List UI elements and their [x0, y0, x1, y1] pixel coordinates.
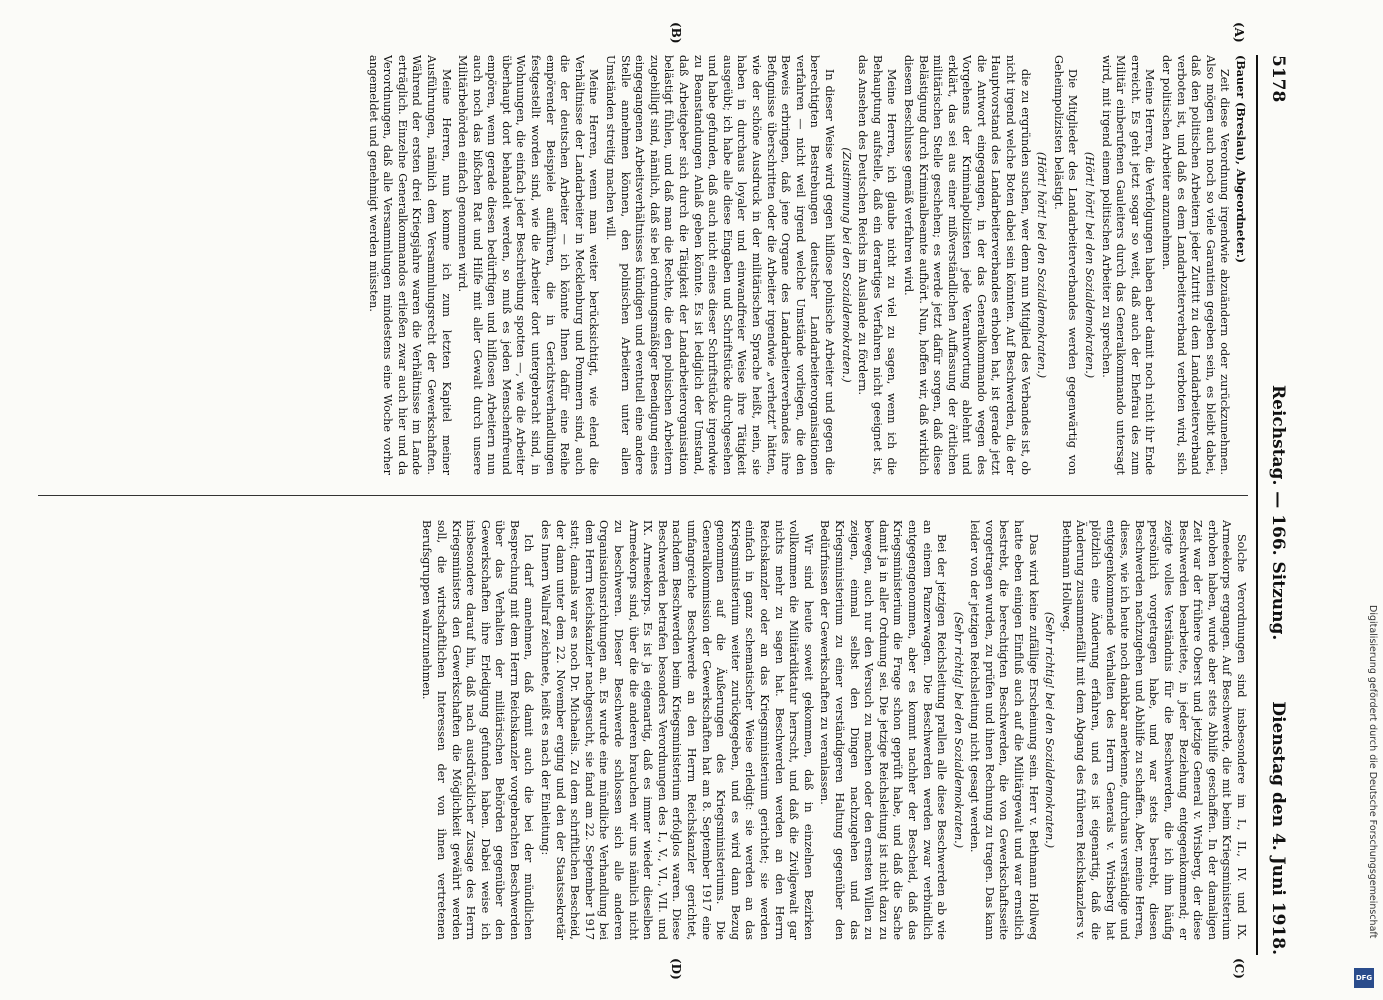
left-column	[38, 55, 1248, 475]
speaker-name: (Bauer (Breslau), Abgeordneter.)	[1234, 55, 1248, 264]
interjection: (Hört! hört! bei den Sozialdemokraten.)	[1035, 151, 1049, 379]
paragraph: Wir sind heute soweit gekommen, daß in einzelnen Bezirken vollkommen die Militärdiktatur herrscht, und daß die Zivilgewalt gar nichts mehr zu sagen hat. Beschwerden werden an den Herrn Reichskanzler oder an das Kriegsministerium gerichtet; sie werden einfach in ganz schematischer Weise erledigt: sie werden an das Kriegsministerium weiter zurückgegeben, und es wird dann Bezug genommen auf die Äußerungen des Kriegsministeriums. Die Generalkommission der Gewerkschaften hat am 8. September 1917 eine umfangreiche Beschwerde an den Herrn Reichskanzler gerichtet, nachdem Beschwerden beim Kriegsministerium erfolglos waren. Diese Beschwerden betrafen besonders Verordnungen des I., V., VI., VII. und IX. Armeekorps. Es ist ja eigenartig, daß es immer wieder dieselben Armeekorps sind, über die die anderen brauchen wir uns nämlich nicht zu beschweren. Dieser Beschwerde schlossen sich alle anderen Organisationsrichtungen an. Es wurde eine mündliche Verhandlung bei dem Herrn Reichskanzler nachgesucht, sie fand am 22. September 1917 statt; damals war es noch Dr. Michaelis. Zu dem schriftlichen Bescheid, der dann unter dem 22. November erging und den der Staatssekretär des Innern Wallraf zeichnete, heißt es nach der Einleitung:	[539, 520, 815, 940]
page-header	[1256, 55, 1298, 955]
interjection: (Hört! hört! bei den Sozialdemokraten.)	[1083, 151, 1097, 379]
paragraph: Ich darf annehmen, daß damit auch die bei der mündlichen Besprechung mit dem Herrn Reichskanzler vorgebrachten Beschwerden über das Verhalten der militärischen Behörden gegenüber den Gewerkschaften ihre Erledigung gefunden haben. Dabei weise ich insbesondere darauf hin, daß nach ausdrücklicher Zusage des Herrn Kriegsministers den Gewerkschaften die Möglichkeit gewährt werden soll, die wirtschaftlichen Interessen der von ihnen vertretenen Berufsgruppen wahrzunehmen.	[420, 520, 536, 940]
paragraph: Solche Verordnungen sind insbesondere im I., II., IV. und IX. Armeekorps ergangen. Auf Beschwerde, die mit beim Kriegsministerium erhoben haben, wurde aber stets Abhilfe geschaffen. In der damaligen Zeit war der frühere Oberst und jetzige General v. Wrisberg, der diese Beschwerden bearbeitete, in jeder Beziehung entgegenkommend; er zeigte volles Verständnis für die Beschwerden, die ich ihm häufig persönlich vorgetragen habe, und war stets bestrebt, diesen Beschwerden nachzugehen und Abhilfe zu schaffen. Aber, meine Herren, dieses, wie ich heute noch dankbar anerkenne, durchaus verständige und entgegenkommende Verhalten des Herrn Generals v. Wrisberg hat plötzlich eine Änderung erfahren, und es ist eigenartig, daß die Änderung zusammenfällt mit dem Abgang des früheren Reichskanzlers v. Bethmann Hollweg.	[1059, 520, 1248, 940]
page-number: 5178	[1268, 55, 1288, 103]
column-divider	[38, 495, 1248, 496]
paragraph: Meine Herren, wenn man weiter berücksichtigt, wie elend die Verhältnisse der Landarbeiter in Mecklenburg und Pommern sind, auch die der deutschen Arbeiter — ich könnte Ihnen dafür eine Reihe empörender Beispiele aufführen, die in Gerichtsverhandlungen festgestellt worden sind, wie die Arbeiter dort untergebracht sind, in Wohnungen, die einfach jeder Beschreibung spotten —, wie die Arbeiter überhaupt dort behandelt werden, so muß es jeden Menschenfreund empören, wenn gerade diesen bedürftigen und hilflosen Arbeitern nun auch noch das bißchen Rat und Hilfe mit aller Gewalt durch unsere Militärbehörden einfach genommen wird.	[456, 55, 601, 475]
header-title: Reichstag. — 166. Sitzung.	[1268, 385, 1288, 641]
rotated-sheet	[8, 0, 1298, 1000]
margin-mark-d: (D)	[669, 958, 683, 980]
digitization-footer	[1350, 0, 1380, 1000]
interjection: (Sehr richtig! bei den Sozialdemokraten.)	[1043, 611, 1057, 849]
interjection: (Sehr richtig! bei den Sozialdemokraten.)	[951, 611, 965, 849]
paragraph: In dieser Weise wird gegen hilflose polnische Arbeiter und gegen die berechtigten Bestrebungen deutscher Landarbeiterorganisationen verfahren — nicht weil irgend welche Umstände vorliegen, die den Beweis erbringen, daß jene Organe des Landarbeiterverbandes ihre Befugnisse überschritten oder die Arbeiter irgendwie „verhetzt“ hätten, wie der schöne Ausdruck in der militärischen Sprache heißt, nein, sie haben in durchaus loyaler und einwandfreier Weise ihre Tätigkeit ausgeübt; ich habe alle diese Eingaben und Schriftstücke durchgesehen und habe gefunden, daß auch nicht eines dieser Schriftstücke irgendwie zu Beanstandungen Anlaß geben könnte. Es ist lediglich der Umstand, daß Arbeitgeber sich durch die Tätigkeit der Landarbeiterorganisation belästigt fühlen, und daß man die Rechte, die den polnischen Arbeitern zugebilligt sind, nämlich, daß sie bei ordnungsmäßiger Beendigung eines eingegangenen Arbeitsverhältnisses kündigen und eventuell eine andere Stelle annehmen können, den polnischen Arbeitern unter allen Umständen streitig machen will.	[604, 55, 836, 475]
digitization-note: Digitalisierung gefördert durch die Deutsche Forschungsgemeinschaft	[1367, 605, 1378, 939]
paragraph: Meine Herren, die Verfolgungen haben aber damit noch nicht ihr Ende erreicht. Es geht jetzt sogar so weit, daß auch der Ehefrau des zum Militär einberufenen Gauleiters durch das Generalkommando untersagt wird, mit irgend einem politischen Arbeiter zu sprechen.	[1099, 55, 1157, 475]
paragraph: Das wird keine zufällige Erscheinung sein. Herr v. Bethmann Hollweg hatte eben einigen Einfluß auch auf die Militärgewalt und war ernstlich bestrebt, die berechtigten Beschwerden, die von Gewerkschaftsseite vorgetragen wurden, zu prüfen und ihnen Rechnung zu tragen. Das kann leider von der jetzigen Reichsleitung nicht gesagt werden.	[968, 520, 1040, 940]
right-column	[38, 520, 1248, 940]
paragraph: Die Mitglieder des Landarbeiterverbandes werden gegenwärtig von Geheimpolizisten belästigt.	[1051, 55, 1080, 475]
header-date: Dienstag den 4. Juni 1918.	[1268, 701, 1288, 955]
paragraph: Bei der jetzigen Reichsleitung prallen alle diese Beschwerden ab wie an einem Panzerwagen. Die Beschwerden werden zwar verbindlich entgegengenommen, aber es kommt nachher der Bescheid, daß das Kriegsministerium die Frage schon geprüft habe, und daß die Sache damit ja in aller Ordnung sei. Die jetzige Reichsleitung ist nicht dazu zu bewegen, auch nur den Versuch zu machen oder den ernsten Willen zu zeigen, einmal selbst den Dingen nachzugehen und das Kriegsministerium zu einer verständigeren Haltung gegenüber den Bedürfnissen der Gewerkschaften zu veranlassen.	[818, 520, 949, 940]
paragraph: Zeit diese Verordnung irgendwie abzuändern oder zurückzunehmen. Also mögen auch noch so viele Garantien gegeben sein, es bleibt dabei, daß den politischen Arbeitern jeder Zutritt zu dem Landarbeiterverband verboten ist, und daß es dem Landarbeiterverband verboten wird, sich der politischen Arbeiter anzunehmen.	[1160, 55, 1232, 475]
margin-mark-a: (A)	[1232, 22, 1246, 43]
interjection: (Zustimmung bei den Sozialdemokraten.)	[839, 147, 853, 383]
paragraph: Meine Herren, ich glaube nicht zu viel zu sagen, wenn ich die Behauptung aufstelle, daß ein derartiges Verfahren nicht geeignet ist, das Ansehen des Deutschen Reichs im Auslande zu fördern.	[856, 55, 899, 475]
paragraph: die zu ergründen suchen, wer denn nun Mitglied des Verbandes ist, ob nicht irgend welche Boten dabei sein könnten. Auf Beschwerden, die der Hauptvorstand des Landarbeiterverbandes erhoben hat, ist gerade jetzt die Antwort eingegangen, in der das Generalkommando wegen des Vorgehens der Kriminalpolizisten jede Verantwortung ablehnt und erklärt, das sei aus einer mißverständlichen Auffassung der örtlichen militärischen Stelle geschehen; es werde jetzt dafür sorgen, daß diese Belästigung durch Kriminalbeamte aufhört. Nun, hoffen wir, daß wirklich diesem Beschlusse gemäß verfahren wird.	[901, 55, 1032, 475]
margin-mark-b: (B)	[669, 22, 683, 44]
margin-mark-c: (C)	[1232, 958, 1246, 979]
dfg-logo: DFG	[1354, 968, 1374, 988]
paragraph: Meine Herren, nun komme ich zum letzten Kapitel meiner Ausführungen, nämlich dem Versammlungsrecht der Gewerkschaften. Während der ersten drei Kriegsjahre waren die Verhältnisse im Lande erträglich. Einzelne Generalkommandos erließen zwar auch hier und da Verordnungen, daß alle Versammlungen mindestens eine Woche vorher angemeldet und genehmigt werden müssten.	[366, 55, 453, 475]
